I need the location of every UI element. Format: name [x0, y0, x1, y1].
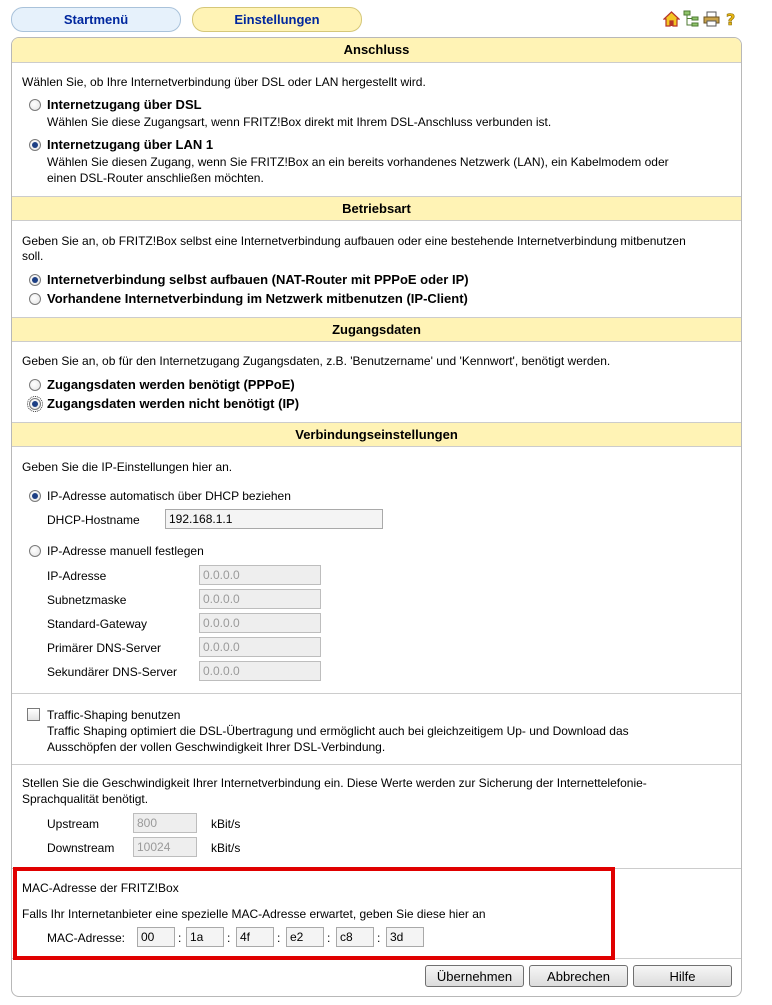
settings-panel: [11, 37, 742, 997]
label-upstream: Upstream: [47, 817, 100, 831]
label-secondary-dns: Sekundärer DNS-Server: [47, 665, 178, 679]
zugangsdaten-intro: Geben Sie an, ob für den Internetzugang Zugangsdaten, z.B. 'Benutzername' und 'Kennwort', benötigt werden.: [22, 354, 611, 368]
unit-upstream: kBit/s: [211, 817, 241, 831]
traffic-shaping-checkbox[interactable]: [27, 708, 40, 721]
downstream-input[interactable]: [133, 837, 197, 857]
radio-ip-client[interactable]: [29, 293, 41, 305]
sitemap-icon[interactable]: [683, 10, 700, 28]
mac-separator: :: [277, 931, 281, 945]
tab-startmenu[interactable]: Startmenü: [11, 7, 181, 32]
label-gateway: Standard-Gateway: [47, 617, 148, 631]
label-dhcp: IP-Adresse automatisch über DHCP beziehen: [47, 489, 291, 503]
print-icon[interactable]: [703, 10, 720, 28]
label-ip-address: IP-Adresse: [47, 569, 107, 583]
label-manual-ip: IP-Adresse manuell festlegen: [47, 544, 204, 558]
verbindung-intro: Geben Sie die IP-Einstellungen hier an.: [22, 460, 233, 474]
svg-text:?: ?: [726, 10, 736, 28]
desc-traffic-2: Ausschöpfen der vollen Geschwindigkeit Ihrer DSL-Verbindung.: [47, 740, 386, 754]
cancel-button[interactable]: Abbrechen: [529, 965, 628, 987]
mac-desc: Falls Ihr Internetanbieter eine spezielle MAC-Adresse erwartet, geben Sie diese hier an: [22, 907, 486, 921]
label-lan: Internetzugang über LAN 1: [47, 137, 214, 152]
label-traffic-shaping: Traffic-Shaping benutzen: [47, 708, 181, 722]
radio-ip[interactable]: [29, 398, 41, 410]
label-subnet-mask: Subnetzmaske: [47, 593, 127, 607]
apply-button[interactable]: Übernehmen: [425, 965, 524, 987]
label-mac-address: MAC-Adresse:: [47, 931, 126, 945]
primary-dns-input[interactable]: [199, 637, 321, 657]
section-header-betriebsart: Betriebsart: [12, 196, 741, 221]
mac-separator: :: [227, 931, 231, 945]
radio-pppoe[interactable]: [29, 379, 41, 391]
radio-lan[interactable]: [29, 139, 41, 151]
subnet-mask-input[interactable]: [199, 589, 321, 609]
mac-title: MAC-Adresse der FRITZ!Box: [22, 881, 179, 895]
betriebsart-intro-2: soll.: [22, 249, 44, 263]
anschluss-intro: Wählen Sie, ob Ihre Internetverbindung über DSL oder LAN hergestellt wird.: [22, 75, 426, 89]
label-dsl: Internetzugang über DSL: [47, 97, 202, 112]
help-button[interactable]: Hilfe: [633, 965, 732, 987]
dhcp-hostname-input[interactable]: [165, 509, 383, 529]
tab-settings[interactable]: Einstellungen: [192, 7, 362, 32]
desc-lan-1: Wählen Sie diesen Zugang, wenn Sie FRITZ!Box an ein bereits vorhandenes Netzwerk (LAN), ein Kabelmodem oder: [47, 155, 669, 169]
radio-manual-ip[interactable]: [29, 545, 41, 557]
section-header-zugangsdaten: Zugangsdaten: [12, 317, 741, 342]
mac-separator: :: [377, 931, 381, 945]
secondary-dns-input[interactable]: [199, 661, 321, 681]
desc-dsl: Wählen Sie diese Zugangsart, wenn FRITZ!Box direkt mit Ihrem DSL-Anschluss verbunden ist.: [47, 115, 552, 129]
desc-lan-2: einen DSL-Router anschließen möchten.: [47, 171, 264, 185]
betriebsart-intro-1: Geben Sie an, ob FRITZ!Box selbst eine Internetverbindung aufbauen oder eine bestehende Internetverbindung mitbenutzen: [22, 234, 686, 248]
radio-nat-router[interactable]: [29, 274, 41, 286]
desc-traffic-1: Traffic Shaping optimiert die DSL-Übertragung und ermöglicht auch bei gleichzeitigem Up- und Download das: [47, 724, 629, 738]
label-ip-client: Vorhandene Internetverbindung im Netzwerk mitbenutzen (IP-Client): [47, 291, 468, 306]
label-primary-dns: Primärer DNS-Server: [47, 641, 162, 655]
radio-dhcp[interactable]: [29, 490, 41, 502]
mac-separator: :: [178, 931, 182, 945]
divider-2: [12, 764, 741, 765]
home-icon[interactable]: [663, 10, 680, 28]
gateway-input[interactable]: [199, 613, 321, 633]
radio-dsl[interactable]: [29, 99, 41, 111]
ip-address-input[interactable]: [199, 565, 321, 585]
section-header-anschluss: Anschluss: [12, 38, 741, 63]
speed-intro-2: Sprachqualität benötigt.: [22, 792, 149, 806]
label-nat-router: Internetverbindung selbst aufbauen (NAT-Router mit PPPoE oder IP): [47, 272, 469, 287]
help-icon[interactable]: [723, 10, 740, 28]
divider-1: [12, 693, 741, 694]
unit-downstream: kBit/s: [211, 841, 241, 855]
mac-separator: :: [327, 931, 331, 945]
label-dhcp-hostname: DHCP-Hostname: [47, 513, 140, 527]
mac-highlight-box: [13, 867, 615, 960]
label-downstream: Downstream: [47, 841, 115, 855]
label-ip: Zugangsdaten werden nicht benötigt (IP): [47, 396, 300, 411]
upstream-input[interactable]: [133, 813, 197, 833]
label-pppoe: Zugangsdaten werden benötigt (PPPoE): [47, 377, 295, 392]
section-header-verbindung: Verbindungseinstellungen: [12, 422, 741, 447]
speed-intro-1: Stellen Sie die Geschwindigkeit Ihrer Internetverbindung ein. Diese Werte werden zur Sicherung der Internettelefonie-: [22, 776, 647, 790]
